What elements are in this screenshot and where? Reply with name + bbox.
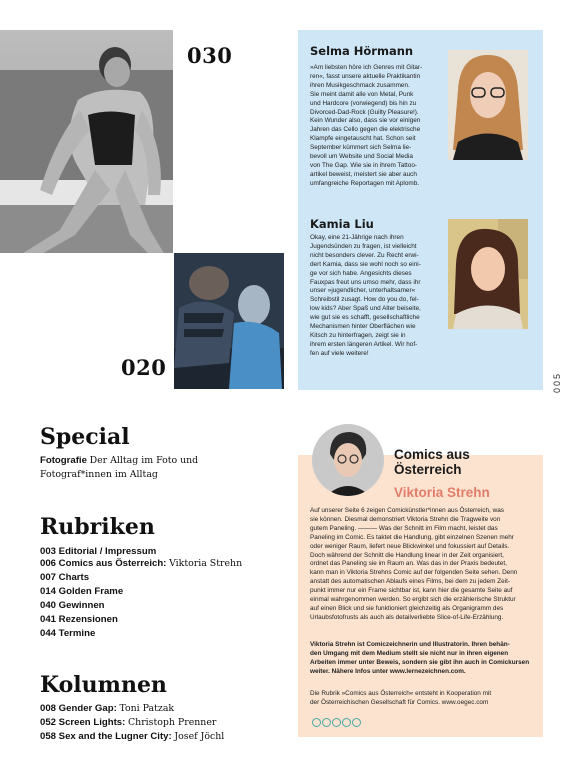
toc-bold-text: Fotografie (40, 455, 87, 466)
kolumnen-heading: Kolumnen (40, 672, 167, 698)
page-number-030: 030 (187, 43, 233, 68)
beach-photo (0, 30, 173, 253)
contributor-portrait (448, 50, 528, 160)
special-entry (40, 469, 158, 481)
toc-bold-text: 014 Golden Frame (40, 586, 124, 597)
oegec-logo (312, 718, 361, 727)
artist-portrait (312, 424, 384, 496)
toc-text: Josef Jöchl (174, 731, 225, 742)
comics-artist-name: Viktoria Strehn (394, 485, 490, 500)
toc-entry[interactable] (40, 586, 123, 598)
toc-text: Christoph Prenner (127, 717, 217, 728)
toc-entry[interactable] (40, 703, 174, 715)
toc-text: Toni Patzak (119, 703, 175, 714)
toc-bold-text: 003 Editorial / Impressum (40, 546, 157, 557)
special-entry (40, 455, 198, 467)
comics-title-line: Comics aus (394, 447, 470, 462)
toc-text: Viktoria Strehn (169, 558, 243, 569)
toc-bold-text: 058 Sex and the Lugner City: (40, 731, 172, 742)
toc-entry[interactable] (40, 572, 89, 584)
special-heading: Special (40, 424, 130, 450)
contributor-bio: Okay, eine 21-Jährige nach ihren Jugendsünden zu fragen, ist vielleicht nicht besonders clever. Zu Recht erwi- dert Kamia, dass sie wohl noch so eini- ge vor sich habe. Angesichts dieses Fauxpas freut uns umso mehr, dass ihr unser »jugendlicher, unterhaltsamer« Schreibstil zusagt. How do you do, fel- low kids? Aber Spaß und Alter beiseite, wie gut sie es schafft, gesellschaftliche Mechanismen hinter Oberflächen wie Kitsch zu hinterfragen, zeigt sie in ihrem ersten längeren Artikel. Wir hof- fen auf viele weitere! (310, 234, 421, 357)
toc-entry[interactable] (40, 614, 118, 626)
toc-bold-text: 052 Screen Lights: (40, 717, 126, 728)
toc-bold-text: 041 Rezensionen (40, 614, 118, 625)
sleeping-photo (174, 253, 284, 389)
contributor-name: Kamia Liu (310, 217, 374, 231)
toc-bold-text: 007 Charts (40, 572, 90, 583)
toc-entry[interactable] (40, 600, 105, 612)
toc-entry[interactable] (40, 731, 224, 743)
toc-bold-text: 006 Comics aus Österreich: (40, 558, 167, 569)
page-number-020: 020 (121, 355, 167, 380)
toc-bold-text: 040 Gewinnen (40, 600, 105, 611)
contributor-portrait (448, 219, 528, 329)
contributor-bio: »Am liebsten höre ich Genres mit Gitar- ren«, fasst unsere aktuelle Praktikantin ihren Musikgeschmack zusammen. Sie meint damit alle von Metal, Punk und Hardcore (vorwiegend) bis hin zu Divorced-Dad-Rock (Guilty Pleasure!). Kein Wunder also, dass sie vor einigen Jahren das Cello gegen die elektrische Klampfe eingetauscht hat. Schon seit September kümmert sich Selma lie- bevoll um Website und Social Media von The Gap. Wie sie in ihrem Tattoo- artikel beweist, meistert sie aber auch umfangreiche Reportagen mit Aplomb. (310, 64, 423, 187)
toc-bold-text: 044 Termine (40, 628, 96, 639)
comics-credit-text: Die Rubrik »Comics aus Österreich« entsteht in Kooperation mit der Österreichischen Gesellschaft für Comics. www.oegec.com (310, 690, 492, 706)
rubriken-heading: Rubriken (40, 514, 155, 540)
comics-bio-text: Viktoria Strehn ist Comiczeichnerin und Illustratorin. Ihren behän- den Umgang mit dem Medium stellt sie nicht nur in ihren eigenen Arbeiten immer unter Beweis, sondern sie gibt ihn auch in Comickursen weiter. Nähere Infos unter www.lernezeichnen.com. (310, 641, 530, 675)
comics-title-line: Österreich (394, 462, 462, 477)
toc-entry[interactable] (40, 717, 216, 729)
toc-bold-text: 008 Gender Gap: (40, 703, 117, 714)
toc-text: Fotograf*innen im Alltag (40, 469, 158, 480)
comics-intro-text: Auf unserer Seite 6 zeigen Comickünstler*innen aus Österreich, was sie können. Diesmal demonstriert Viktoria Strehn die Tragweite von gutem Paneling. ——— Was der Schnitt im Film macht, leistet das Paneling im Comic. Es taktet die Handlung, gibt einzelnen Szenen mehr oder weniger Raum, liefert neue Blickwinkel und fokussiert auf Details. Doch während der Schnitt die Handlung linear in der Zeit organisiert, ordnet das Paneling sie im Raum an. Was das in der Praxis bedeutet, kann man in Viktoria Strehns Comic auf der folgenden Seite sehen. Denn anstatt des automatischen Ablaufs eines Films, bei dem zu jedem Zeit- punkt immer nur ein Frame sichtbar ist, kann hier die gesamte Seite auf einmal wahrgenommen werden. So ergibt sich die erzählerische Struktur auf einen Blick und sie funktioniert gleichzeitig als Organigramm des Urlaubsfotofrusts als auch als detailverliebte Slice-of-Life-Erzählung. (310, 507, 518, 621)
toc-entry[interactable] (40, 546, 156, 558)
toc-entry[interactable] (40, 628, 95, 640)
toc-text: Der Alltag im Foto und (89, 455, 199, 466)
comics-title (394, 447, 470, 477)
contributor-name: Selma Hörmann (310, 44, 414, 58)
toc-entry[interactable] (40, 558, 242, 570)
folio-number: 005 (552, 372, 562, 394)
